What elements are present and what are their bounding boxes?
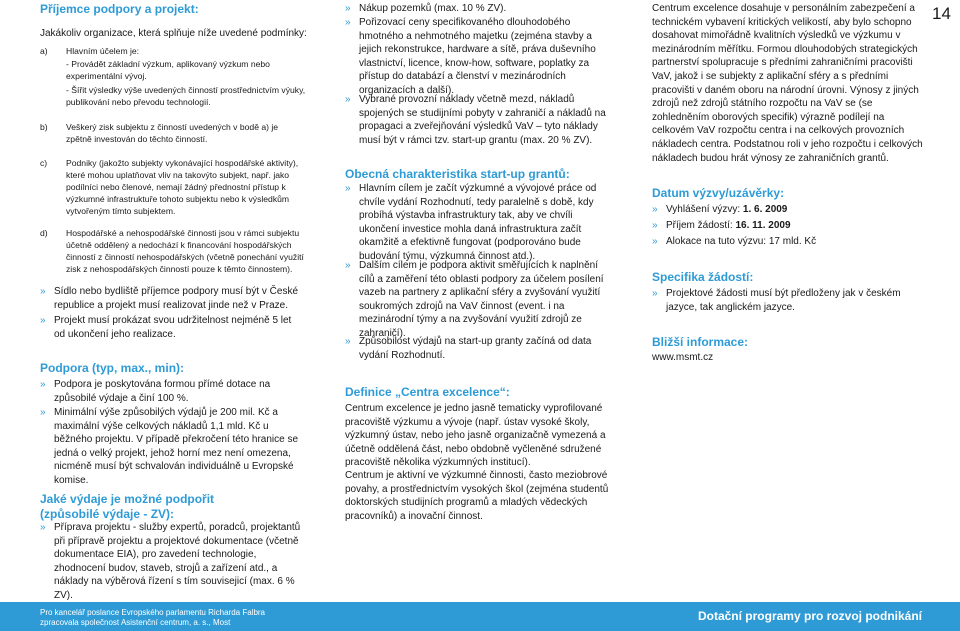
condition-text: Veškerý zisk subjektu z činností uvedených v bodě a) je zpětně investován do těchto činností. [66,122,279,144]
date-value: 16. 11. 2009 [735,220,791,231]
heading-startup: Obecná charakteristika start-up grantů: [345,167,570,181]
list-item: » Vybrané provozní náklady včetně mezd, nákladů spojených se studijními pobyty v zahraničí a nákladů na propagaci a zveřejňování výsledků VaV – tyto náklady musí být v rámci tzv. start-up grantu (max. 20 % ZV). [345,94,606,146]
condition-a-dash-2: - Šířit výsledky výše uvedených činností prostřednictvím výuky, publikování nebo převodu technologií. [66,85,306,107]
chevron-right-icon: » [345,3,351,14]
date-value: 1. 6. 2009 [742,204,788,215]
list-item: » Projektové žádosti musí být předloženy jak v českém jazyce, tak anglickém jazyce. [652,288,901,313]
chevron-right-icon: » [40,379,46,390]
heading-support: Podpora (typ, max., min): [40,361,185,375]
chevron-right-icon: » [40,407,46,418]
list-item: » Podpora je poskytována formou přímé dotace na způsobilé výdaje a činí 100 %. [40,379,271,404]
chevron-right-icon: » [40,286,46,297]
condition-b [40,121,290,145]
page-number: 14 [932,4,951,23]
list-item: » Vyhlášení výzvy: 1. 6. 2009 [652,204,788,215]
condition-text: Hospodářské a nehospodářské činnosti jsou v rámci subjektu účetně oddělený a nedochází k financování hospodářských činností z činností nehospodářských (včetně ponechání využití zisk z nehospodářských činností pouze k těmto činnostem). [66,228,304,274]
heading-recipient: Příjemce podpory a projekt: [40,2,199,16]
chevron-right-icon: » [652,204,658,215]
chevron-right-icon: » [652,220,658,231]
condition-label: a) [40,46,48,56]
list-item: » Pořizovací ceny specifikovaného dlouhodobého hmotného a nehmotného majetku (zejména stavby a jejich rekonstrukce, hardware a sítě, práva duševního vlastnictví, licence, know-how, software, poplatky za přístup do databází a členství v mezinárodních organizacích a další). [345,17,596,96]
heading-specifics: Specifika žádostí: [652,270,754,284]
footer-title: Dotační programy pro rozvoj podnikání [697,609,922,623]
list-item: » Nákup pozemků (max. 10 % ZV). [345,3,507,14]
list-item: » Sídlo nebo bydliště příjemce podpory musí být v České republice a projekt musí realizovat jinde než v Praze. [40,286,299,311]
list-item: » Hlavním cílem je začít výzkumné a vývojové práce od chvíle vydání Rozhodnutí, tedy paralelně s době, kdy probíhá výstavba infrastruktury tak, aby ve chvíli ukončení investice mohla daná infrastruktura začít okamžitě a efektivně fungovat (podporováno bude budování týmu, výzkumná činnost atd.). [345,183,597,262]
chevron-right-icon: » [40,522,46,533]
list-item: » Projekt musí prokázat svou udržitelnost nejméně 5 let od ukončení jeho realizace. [40,315,292,340]
chevron-right-icon: » [40,315,46,326]
condition-label: d) [40,228,48,238]
list-item: » Příprava projektu - služby expertů, poradců, projektantů při přípravě projektu a projektové dokumentace (včetně dokumentace EIA), pro zavedení technologie, zhodnocení budov, staveb, strojů a zařízení atd., a náklady na výběrová řízení s tím souvisejicí (max. 6 % ZV). [40,522,301,601]
definition-paragraph-1: Centrum excelence je jedno jasně tematicky vyprofilované pracoviště výzkumu a vývoje (např. ústav vysoké školy, výzkumný ústav, nebo jeho jasně organizačně vymezená a účetně oddělená část, nebo obdobně vyčleněné sdružené pracoviště několika výzkumných institucí). [345,403,606,469]
condition-label: c) [40,158,48,168]
footer-credits: Pro kancelář poslance Evropského parlamentu Richarda Falbra zpracovala společnost Asistenční centrum, a. s., Most [40,608,266,627]
intro-text: Jakákoliv organizace, která splňuje níže uvedené podmínky: [40,28,307,39]
info-link[interactable]: www.msmt.cz [652,352,714,363]
list-item: » Příjem žádostí: 16. 11. 2009 [652,220,791,231]
chevron-right-icon: » [345,183,351,194]
footer-bar [0,602,960,631]
list-item: » Minimální výše způsobilých výdajů je 200 mil. Kč a maximální výše celkových nákladů 1,1 mld. Kč u běžného projektu. V případě překročení této hranice se jedná o velký projekt, jehož horní mez není omezena, nicméně musí být schvalován individuálně u Evropské komise. [40,407,299,486]
condition-c [40,157,308,217]
centre-description: Centrum excelence dosahuje v personálním zabezpečení a technickém vybavení kritických velikostí, aby bylo schopno dosahovat mimořádně kvalitních výsledků ve výzkumu v mezinárodním měřítku. Formou dlouhodobých strategických partnerství spolupracuje s předními zahraničními pracovišti VaV, jakož i se subjekty z aplikační sféry a s předními pracovišti v daném oboru na národní úrovni. Výnosy z jiných zdrojů než zdrojů státního rozpočtu na VaV se (se zohledněním oborových specifik) výrazně podílejí na celkovém VaV rozpočtu centra i na celkových provozních nákladech centra. Podstatnou roli v jeho rozpočtu i celkových nákladech budou hrát výnosy ze zahraničních grantů. [652,3,923,164]
chevron-right-icon: » [345,336,351,347]
condition-text: Podniky (jakožto subjekty vykonávající hospodářské aktivity), které mohou uplatňovat vliv na takovýto subjekt, např. jako podílníci nebo členové, nemají žádný přednostní přístup k výzkumné infrastruktuře tohoto subjektu nebo k výsledkům vytvořeným tímto subjektem. [66,158,299,216]
heading-definition: Definice „Centra excelence“: [345,385,510,399]
condition-text: Hlavním účelem je: [66,46,140,56]
heading-more-info: Bližší informace: [652,335,749,349]
chevron-right-icon: » [652,288,658,299]
heading-eligible-costs: Jaké výdaje je možné podpořit (způsobilé výdaje - ZV): [40,492,215,521]
condition-a-dash-1: - Provádět základní výzkum, aplikovaný výzkum nebo experimentální vývoj. [66,59,270,81]
chevron-right-icon: » [345,260,351,271]
condition-label: b) [40,122,48,132]
list-item: » Alokace na tuto výzvu: 17 mld. Kč [652,236,817,247]
chevron-right-icon: » [652,236,658,247]
chevron-right-icon: » [345,94,351,105]
definition-paragraph-2: Centrum je aktivní ve výzkumné činnosti, často meziobrové povahy, a prostřednictvím vysokých škol (zejména studentů doktorských studijních programů a mladých vědeckých pracovníků) a inovační činnost. [345,470,609,522]
condition-d [40,227,308,275]
list-item: » Způsobilost výdajů na start-up granty začíná od data vydání Rozhodnutí. [345,336,592,361]
list-item: » Dalším cílem je podpora aktivit směřujících k naplnění cílů a zaměření této oblasti podpory za účelem posílení vazeb na partnery z aplikační sféry a zvyšování využití soukromých zdrojů na VaV činnost (event. i na mezinárodní týmy a na zvyšování využití zdrojů ze zahraničí). [345,260,604,339]
heading-dates: Datum výzvy/uzávěrky: [652,186,785,200]
condition-a [40,45,308,57]
chevron-right-icon: » [345,17,351,28]
